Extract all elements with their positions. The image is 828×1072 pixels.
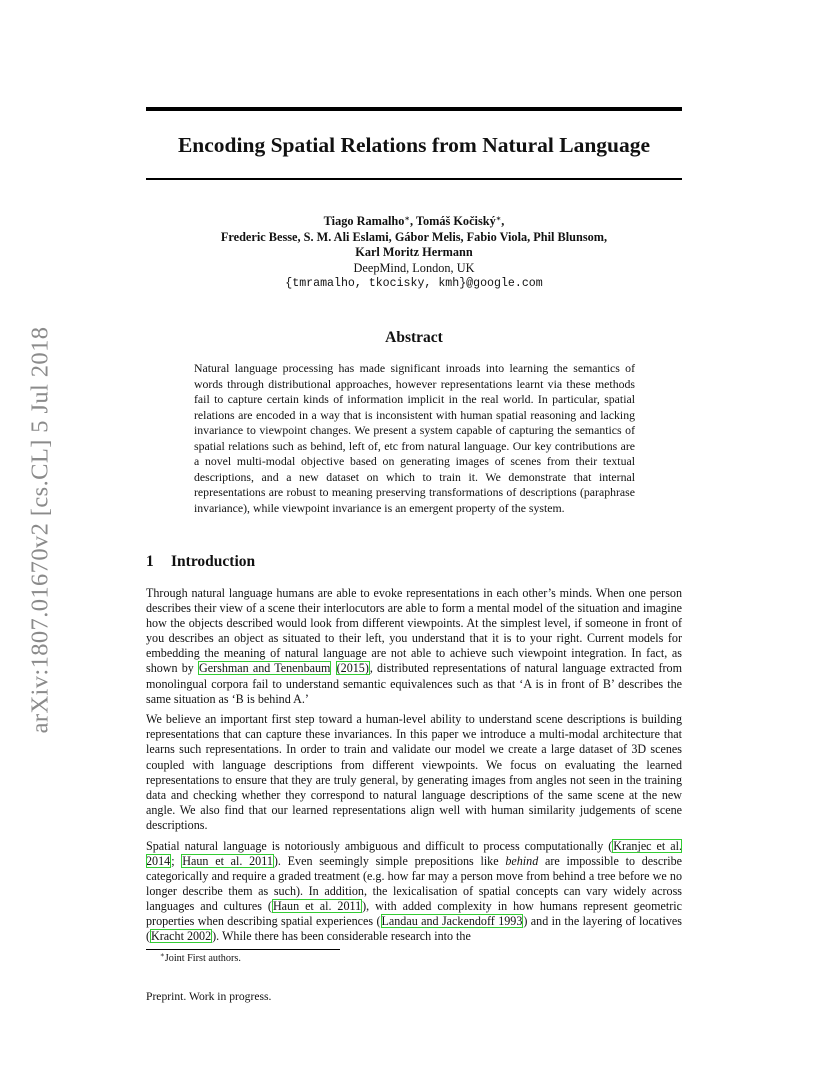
author-line-2: Frederic Besse, S. M. Ali Eslami, Gábor Melis, Fabio Viola, Phil Blunsom,: [220, 229, 608, 244]
citation-link[interactable]: Kranjec et al. 2014: [146, 838, 682, 868]
paragraph-1: [146, 586, 682, 707]
citation-link[interactable]: (2015): [336, 661, 369, 676]
joint-author-mark: ∗: [404, 214, 410, 223]
section-number: 1: [146, 553, 154, 570]
author-email: {tmramalho, tkocisky, kmh}@google.com: [285, 277, 543, 290]
abstract-text: Natural language processing has made significant inroads into learning the semantics of words through distributional approaches, however representations learnt via these methods fail to capture certain kinds of information implicit in the real world. In particular, spatial relations are encoded in a way that is inconsistent with human spatial reasoning and lacking invariance to viewpoint changes. We present a system capable of capturing the semantics of spatial relations such as behind, left of, etc from natural language. Our key contributions are a novel multi-modal objective based on generating images of scenes from their textual descriptions, and a new dataset on which to train it. We demonstrate that internal representations are robust to meaning preserving transformations of descriptions (paraphrase invariance), while viewpoint invariance is an emergent property of the system.: [194, 361, 635, 515]
footnote: [160, 952, 241, 965]
arxiv-identifier-stamp: [20, 297, 60, 763]
preprint-note: Preprint. Work in progress.: [146, 990, 272, 1003]
footnote-text: Joint First authors.: [164, 953, 241, 964]
paragraph-text: ;: [171, 853, 182, 868]
author-affiliation: DeepMind, London, UK: [353, 260, 475, 275]
footnote-rule: [146, 949, 340, 950]
paragraph-text: [331, 661, 335, 675]
introduction-body: [146, 586, 682, 950]
paper-title: Encoding Spatial Relations from Natural Language: [177, 133, 651, 157]
paragraph-text: ). While there has been considerable research into the: [212, 929, 471, 944]
abstract-heading: Abstract: [385, 329, 443, 346]
citation-link[interactable]: Haun et al. 2011: [272, 898, 362, 913]
citation-link[interactable]: Kracht 2002: [151, 929, 212, 944]
paragraph-text: Through natural language humans are able to evoke representations in each other’s minds. When one person describes their view of a scene their interlocutors are able to form a mental model of the situation and imagine how the objects described would look from different viewpoints. At the simplest level, if someone in front of you describes an object as situated to their left, you understand that it is to your right. Current models for embedding the meaning of natural language are not able to achieve such viewpoint integration. In fact, as shown by: [146, 586, 682, 676]
paragraph-text: ). Even seemingly simple prepositions like: [273, 853, 506, 868]
footnote-mark: ∗: [160, 951, 165, 959]
paragraph-text: Spatial natural language is notoriously ambiguous and difficult to process computationally (: [146, 838, 613, 853]
author-line-3: Karl Moritz Hermann: [355, 245, 473, 259]
citation-link[interactable]: Haun et al. 2011: [182, 853, 273, 868]
author-name: Tiago Ramalho: [323, 214, 405, 228]
title-top-rule: [146, 107, 682, 111]
author-separator: ,: [501, 214, 505, 228]
author-line-1: [146, 214, 682, 230]
citation-link[interactable]: Landau and Jackendoff 1993: [381, 913, 523, 928]
paragraph-text: are impossible to describe categorically and require a graded treatment (e.g. how far may a person move from behind a tree before we no longer describe them as such). In addition, the lexicalisation of spatial concepts can vary widely across languages and cultures (: [146, 853, 683, 913]
citation-link[interactable]: Gershman and Tenenbaum: [198, 661, 331, 676]
arxiv-identifier-text: arXiv:1807.01670v2 [cs.CL] 5 Jul 2018: [26, 326, 54, 734]
author-block: [146, 214, 682, 292]
section-title: Introduction: [171, 553, 256, 570]
author-name: , Tomáš Kočiský: [409, 214, 496, 228]
paragraph-text: ) and in the layering of locatives (: [146, 913, 683, 944]
paragraph-3: [146, 839, 682, 945]
joint-author-mark: ∗: [495, 214, 502, 223]
paragraph-text: ), with added complexity in how humans represent geometric properties when describing spatial experiences (: [146, 898, 682, 928]
title-bottom-rule: [146, 178, 682, 180]
section-heading-introduction: [146, 553, 255, 571]
paragraph-2: We believe an important first step toward a human-level ability to understand scene descriptions is building representations that can capture these invariances. In this paper we introduce a multi-modal architecture that learns such representations. In order to train and validate our model we create a large dataset of 3D scenes coupled with language descriptions from different viewpoints. We focus on evaluating the learned representations to ensure that they are truly general, by generating images from angles not seen in the training data and checking whether they correspond to natural language descriptions of the same scene at the new angle. We also find that our learned representations align well with human similarity judgements of scene descriptions.: [146, 712, 682, 832]
paragraph-text: , distributed representations of natural language extracted from monolingual corpora fail to understand semantic equivalences such as that ‘A is in front of B’ describes the same situation as ‘B is behind A.’: [146, 661, 682, 706]
emphasized-word: behind: [505, 853, 539, 868]
